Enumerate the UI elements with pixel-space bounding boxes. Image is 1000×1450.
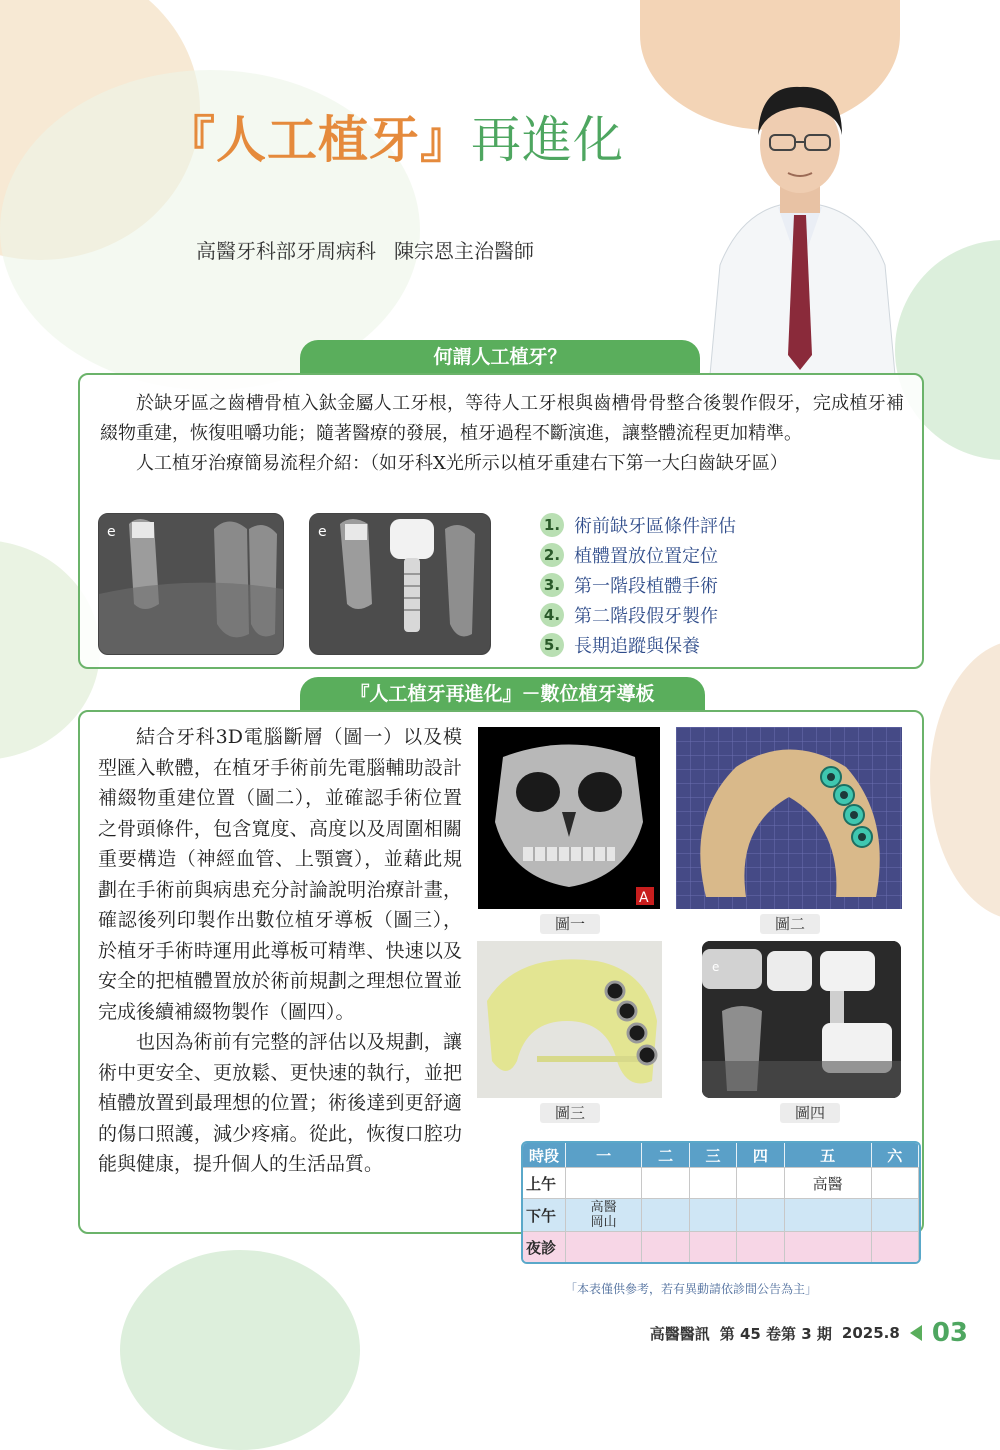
table-cell	[642, 1198, 689, 1231]
author-name: 陳宗恩主治醫師	[394, 239, 534, 263]
table-cell	[737, 1198, 784, 1231]
author-dept: 高醫牙科部牙周病科	[196, 239, 376, 263]
step-label: 第一階段植體手術	[574, 576, 718, 597]
issue-date: 2025.8	[841, 1324, 900, 1342]
figure3-caption: 圖三	[540, 1103, 600, 1123]
row-label: 夜診	[523, 1231, 566, 1262]
page-number: 03	[931, 1318, 968, 1348]
clinic-schedule-table	[521, 1141, 921, 1264]
section2-para2: 也因為術前有完整的評估以及規劃，讓術中更安全、更放鬆、更快速的執行，並把植體放置到最理想的位置；術後達到更舒適的傷口照護，減少疼痛。從此，恢復口腔功能與健康，提升個人的生活品質。	[98, 1031, 462, 1175]
step-number: 2.	[540, 543, 564, 567]
table-header-cell: 時段	[523, 1143, 566, 1167]
step-number: 3.	[540, 573, 564, 597]
table-cell	[872, 1198, 919, 1231]
bg-blob-bottom-left	[120, 1250, 360, 1450]
section1-heading: 何謂人工植牙？	[300, 340, 700, 374]
figure2-caption: 圖二	[760, 914, 820, 934]
title-part2: 再進化	[471, 111, 624, 169]
table-row	[523, 1198, 919, 1231]
step-number: 4.	[540, 603, 564, 627]
svg-text:e: e	[107, 524, 116, 540]
table-cell	[690, 1167, 737, 1198]
table-cell	[566, 1167, 642, 1198]
table-cell	[737, 1231, 784, 1262]
table-cell: 高醫 岡山	[566, 1198, 642, 1231]
table-cell	[642, 1231, 689, 1262]
author-line	[196, 235, 534, 264]
row-label: 上午	[523, 1167, 566, 1198]
table-cell	[690, 1231, 737, 1262]
figure2-arch-model-image	[676, 727, 902, 909]
figure1-caption: 圖一	[540, 914, 600, 934]
figure4-xray-image	[702, 941, 901, 1098]
list-item	[540, 510, 736, 540]
schedule-note: 「本表僅供參考，若有異動請依診間公告為主」	[565, 1282, 818, 1296]
table-row	[523, 1231, 919, 1262]
doctor-portrait	[700, 55, 900, 375]
list-item	[540, 570, 736, 600]
table-header-cell: 二	[642, 1143, 689, 1167]
table-cell: 高醫	[785, 1167, 872, 1198]
step-label: 術前缺牙區條件評估	[574, 516, 736, 537]
list-item	[540, 630, 736, 660]
table-header-cell: 五	[785, 1143, 872, 1167]
table-header-cell: 六	[872, 1143, 919, 1167]
svg-text:e: e	[712, 960, 720, 974]
step-label: 植體置放位置定位	[574, 546, 718, 567]
svg-text:e: e	[318, 524, 327, 540]
xray-before-image	[98, 513, 284, 655]
section1-para1: 於缺牙區之齒槽骨植入鈦金屬人工牙根，等待人工牙根與齒槽骨骨整合後製作假牙，完成植牙補綴物重建，恢復咀嚼功能；隨著醫療的發展，植牙過程不斷演進，讓整體流程更加精準。	[100, 393, 904, 444]
svg-text:A: A	[639, 890, 649, 906]
triangle-icon	[910, 1325, 922, 1341]
table-cell	[737, 1167, 784, 1198]
figure1-ct-image	[478, 727, 660, 909]
table-header-cell: 一	[566, 1143, 642, 1167]
section2-para1: 結合牙科3D電腦斷層（圖一）以及模型匯入軟體，在植牙手術前先電腦輔助設計補綴物重建位置（圖二），並確認手術位置之骨頭條件，包含寬度、高度以及周圍相關重要構造（神經血管、上顎竇），並藉此規劃在手術前與病患充分討論說明治療計畫，確認後列印製作出數位植牙導板（圖三），於植牙手術時運用此導板可精準、快速以及安全的把植體置放於術前規劃之理想位置並完成後續補綴物製作（圖四）。	[98, 726, 462, 1023]
issue-number: 第 45 卷第 3 期	[719, 1324, 832, 1343]
step-number: 5.	[540, 633, 564, 657]
table-cell	[872, 1231, 919, 1262]
table-cell	[690, 1198, 737, 1231]
step-label: 第二階段假牙製作	[574, 606, 718, 627]
step-label: 長期追蹤與保養	[574, 636, 700, 657]
page-title	[165, 100, 624, 172]
xray-after-image	[309, 513, 491, 655]
title-part1: 『人工植牙』	[165, 111, 471, 169]
step-number: 1.	[540, 513, 564, 537]
bg-blob-right-mid	[930, 640, 1000, 920]
figure4-caption: 圖四	[780, 1103, 840, 1123]
table-header-cell: 三	[690, 1143, 737, 1167]
row-label: 下午	[523, 1198, 566, 1231]
table-cell	[785, 1198, 872, 1231]
table-cell	[785, 1231, 872, 1262]
table-cell	[642, 1167, 689, 1198]
table-row	[523, 1167, 919, 1198]
table-header-row	[523, 1143, 919, 1167]
section2-heading: 『人工植牙再進化』－數位植牙導板	[300, 677, 705, 711]
page-footer	[650, 1318, 968, 1348]
figure3-surgical-guide-image	[477, 941, 662, 1098]
table-cell	[566, 1231, 642, 1262]
table-cell	[872, 1167, 919, 1198]
treatment-steps-list	[540, 510, 736, 660]
section1-para2: 人工植牙治療簡易流程介紹：（如牙科X光所示以植牙重建右下第一大臼齒缺牙區）	[136, 453, 788, 474]
publication-name: 高醫醫訊	[649, 1324, 710, 1343]
list-item	[540, 600, 736, 630]
table-header-cell: 四	[737, 1143, 784, 1167]
list-item	[540, 540, 736, 570]
